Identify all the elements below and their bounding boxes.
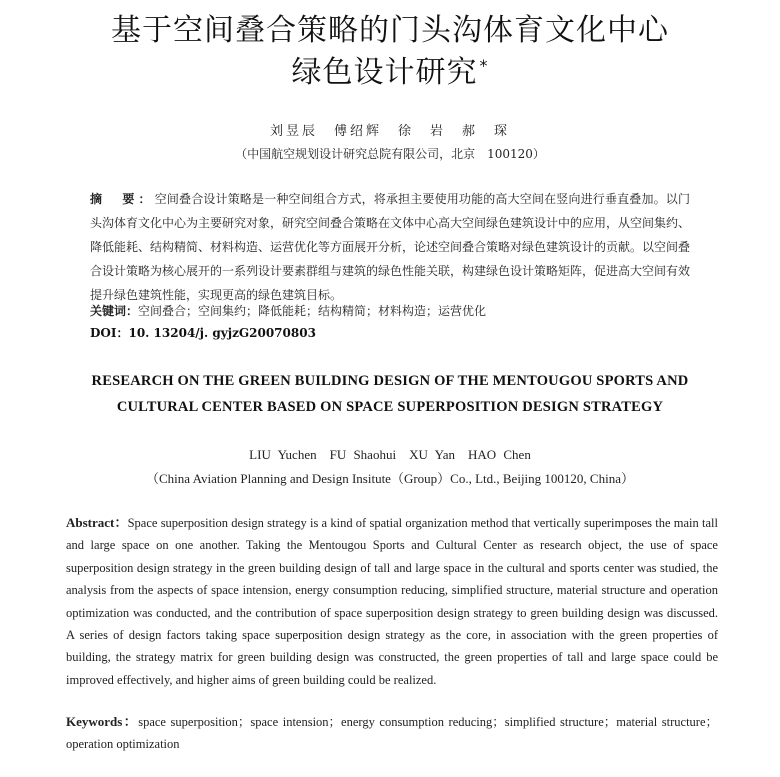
english-abstract [66, 512, 718, 691]
chinese-abstract-text: 空间叠合设计策略是一种空间组合方式，将承担主要使用功能的高大空间在竖向进行垂直叠加。以门头沟体育文化中心为主要研究对象，研究空间叠合策略在文体中心高大空间绿色建筑设计中的应用，从空间集约、降低能耗、结构精简、材料构造、运营优化等方面展开分析，论述空间叠合策略对绿色建筑设计的贡献。以空间叠合设计策略为核心展开的一系列设计要素群组与建筑的绿色性能关联，构建绿色设计策略矩阵，促进高大空间有效提升绿色建筑性能，实现更高的绿色建筑目标。 [90, 192, 691, 302]
chinese-title-line-2-text: 绿色设计研究 [291, 55, 478, 90]
english-keywords [66, 711, 718, 756]
english-abstract-label: Abstract： [66, 515, 128, 530]
chinese-keywords-label: 关键词： [90, 304, 139, 318]
chinese-authors: 刘昱辰 傅绍辉 徐 岩 郝 琛 [269, 124, 510, 139]
chinese-title [0, 10, 780, 94]
english-title-line-2: CULTURAL CENTER BASED ON SPACE SUPERPOSITION DESIGN STRATEGY [116, 399, 664, 415]
english-title-line-1: RESEARCH ON THE GREEN BUILDING DESIGN OF THE MENTOUGOU SPORTS AND [91, 373, 689, 389]
chinese-title-line-1: 基于空间叠合策略的门头沟体育文化中心 [111, 13, 669, 48]
chinese-keywords-text: 空间叠合；空间集约；降低能耗；结构精简；材料构造；运营优化 [138, 304, 487, 318]
english-title [20, 368, 760, 420]
funding-footnote-mark: * [479, 56, 489, 75]
english-abstract-text: Space superposition design strategy is a kind of spatial organization method that vertically superimposes the main tall and large space on one another. Taking the Mentougou Sports and Cultural Center as research object, the use of space superposition design strategy in the green building design of tall and large space in the cultural and sports center was studied, the analysis from the aspects of space intension, energy consumption reducing, simplified structure, material structure and operation optimization was conducted, and the contribution of space superposition design strategy to green building design was discussed. A series of design factors taking space superposition design strategy as the core, in association with the green properties of building, the strategy matrix for green building design was constructed, the green properties of tall and large space could be improved effectively, and higher aims of green building could be realized. [66, 516, 718, 687]
chinese-abstract-label: 摘 要： [90, 192, 155, 206]
doi [90, 324, 316, 341]
english-keywords-label: Keywords： [66, 714, 139, 729]
chinese-affiliation: （中国航空规划设计研究总院有限公司，北京 100120） [235, 147, 545, 161]
chinese-abstract [90, 187, 690, 307]
doi-value: 10. 13204/j. gyjzG20070803 [128, 326, 316, 340]
english-authors: LIU Yuchen FU Shaohui XU Yan HAO Chen [249, 447, 531, 462]
english-keywords-text: space superposition；space intension；energy consumption reducing；simplified structure；material structure；operation optimization [66, 715, 718, 752]
doi-label: DOI： [90, 326, 129, 340]
chinese-title-line-2 [0, 52, 780, 94]
chinese-keywords [90, 301, 690, 321]
english-affiliation: （China Aviation Planning and Design Insitute（Group）Co., Ltd., Beijing 100120, China） [146, 471, 634, 486]
